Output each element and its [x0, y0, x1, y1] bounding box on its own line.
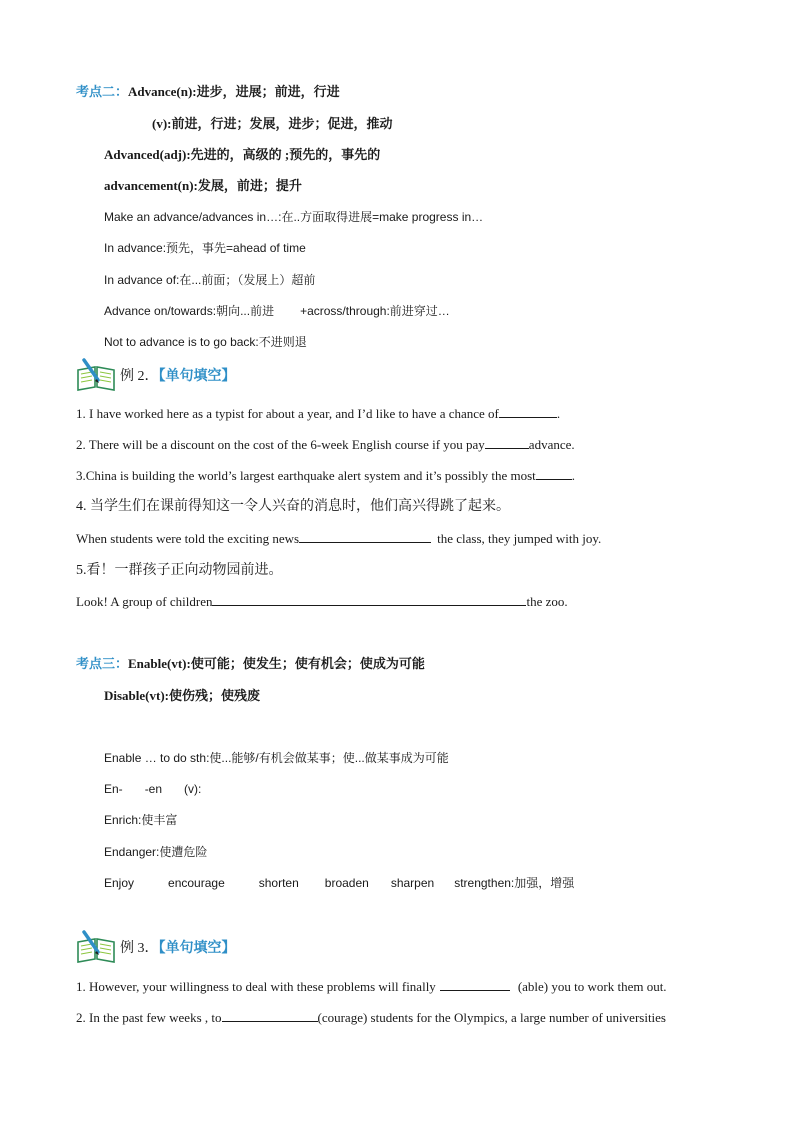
answer-blank[interactable] [212, 593, 526, 606]
word-broaden: broaden [324, 876, 369, 890]
section2-heading: 考点二： [76, 84, 129, 99]
section3-line5: Enrich:使丰富 [104, 813, 178, 827]
word-encourage: encourage [168, 876, 225, 890]
example2-q3: 3.China is building the world’s largest earthquake alert system and it’s possibly the most . [76, 468, 576, 483]
section2-line9: Not to advance is to go back:不进则退 [104, 335, 307, 349]
section2-title [76, 83, 340, 101]
section2-line1: Advance(n):进步，进展；前进，行进 [128, 84, 340, 99]
example3-q1: 1. However, your willingness to deal with these problems will finally (able) you to work them out. [76, 979, 667, 994]
section3-heading: 考点三： [76, 656, 129, 671]
section2-line3: Advanced(adj):先进的，高级的 ;预先的，事先的 [104, 147, 381, 162]
section2-line6: In advance:预先，事先=ahead of time [104, 241, 306, 255]
example2-q2: 2. There will be a discount on the cost of the 6-week English course if you pay advance. [76, 437, 575, 452]
example2-q1: 1. I have worked here as a typist for about a year, and I’d like to have a chance of . [76, 406, 561, 421]
example2-tag: 【单句填空】 [158, 369, 236, 384]
example2-header [76, 358, 236, 392]
example2-q5: 5.看！一群孩子正向动物园前进。 [76, 563, 283, 578]
section2-line8a: Advance on/towards:朝向...前进 [104, 304, 275, 318]
example2-q5-english: Look! A group of children the zoo. [76, 594, 568, 609]
section3-line4: En- -en (v): [104, 782, 202, 796]
word-shorten: shorten [258, 876, 299, 890]
section2-line5: Make an advance/advances in…:在..方面取得进展=make progress in… [104, 210, 484, 224]
answer-blank[interactable] [485, 436, 529, 449]
answer-blank[interactable] [499, 405, 557, 418]
section3-line1: Enable(vt):使可能；使发生；使有机会；使成为可能 [128, 656, 425, 671]
example2-label: 例 2．【单句填空】 [120, 369, 236, 384]
example3-q2: 2. In the past few weeks , to (courage) students for the Olympics, a large number of universities [76, 1010, 666, 1025]
section2-line4: advancement(n):发展，前进；提升 [104, 178, 302, 193]
example3-label: 例 3．【单句填空】 [120, 941, 236, 956]
open-book-pencil-icon [76, 930, 116, 964]
section2-line8b: +across/through:前进穿过… [300, 304, 450, 318]
answer-blank[interactable] [440, 978, 510, 991]
section3-word-list [104, 874, 574, 892]
example2-q4: 4. 当学生们在课前得知这一令人兴奋的消息时，他们高兴得跳了起来。 [76, 499, 510, 514]
example3-tag: 【单句填空】 [158, 941, 236, 956]
answer-blank[interactable] [222, 1009, 318, 1022]
section2-line7: In advance of:在...前面；（发展上）超前 [104, 273, 316, 287]
answer-blank[interactable] [536, 467, 572, 480]
section3-line6: Endanger:使遭危险 [104, 845, 208, 859]
section3-title [76, 655, 425, 673]
example2-q4-english: When students were told the exciting news the class, they jumped with joy. [76, 531, 602, 546]
open-book-pencil-icon [76, 358, 116, 392]
section2-line2: (v):前进，行进；发展，进步；促进，推动 [152, 116, 393, 131]
section3-line3: Enable … to do sth:使...能够/有机会做某事；使...做某事成为可能 [104, 751, 449, 765]
word-strengthen: strengthen:加强，增强 [454, 876, 575, 890]
answer-blank[interactable] [299, 530, 431, 543]
example3-header [76, 930, 236, 964]
section3-line2: Disable(vt):使伤残；使残废 [104, 688, 260, 703]
word-sharpen: sharpen [390, 876, 435, 890]
word-enjoy: Enjoy [104, 876, 135, 890]
section2-line8 [104, 302, 450, 320]
